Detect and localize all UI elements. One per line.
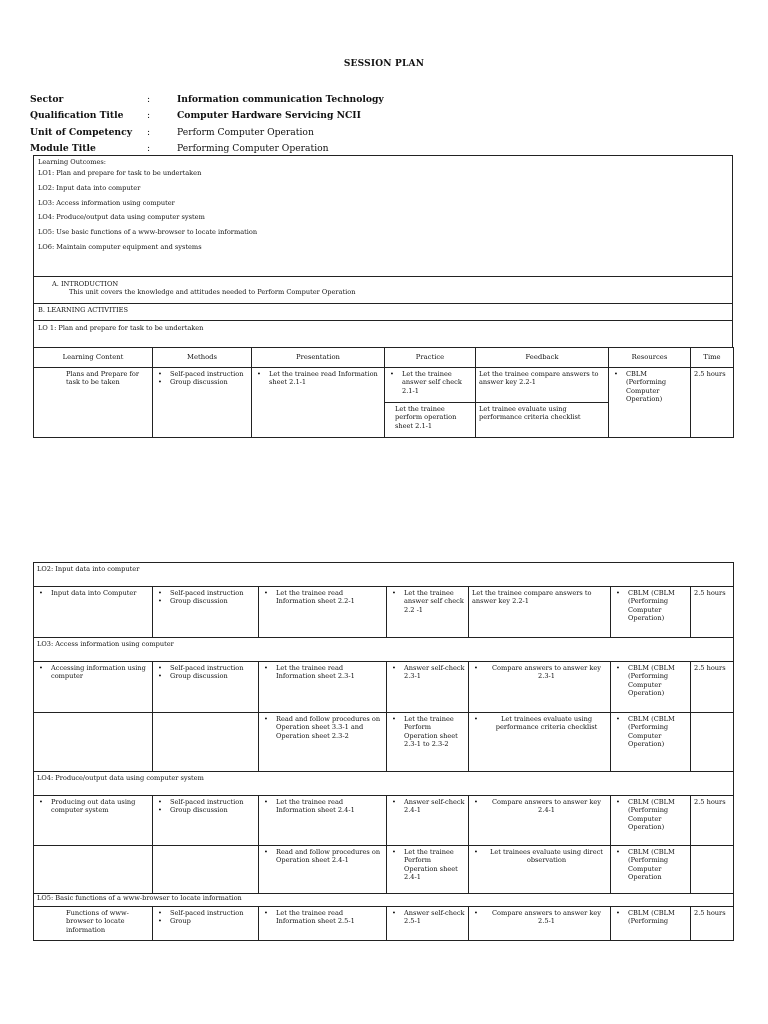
learning-content-cell <box>34 587 153 638</box>
method-item: • Self-paced instruction <box>156 909 255 917</box>
learning-outcomes-heading: Learning Outcomes: <box>38 158 107 166</box>
resource-item: • CBLM (CBLM (Performing <box>614 909 687 926</box>
feedback-cell <box>469 796 611 846</box>
practice-cell <box>387 662 469 713</box>
practice-cell <box>387 713 469 772</box>
meta-label: Module Title <box>30 143 96 155</box>
lo4-heading: LO4: Produce/output data using computer system <box>34 772 734 796</box>
presentation-item: • Let the trainee read Information sheet 2.4-1 <box>262 798 383 815</box>
feedback-cell <box>469 662 611 713</box>
methods-cell <box>153 662 259 713</box>
learning-outcome-item: LO6: Maintain computer equipment and systems <box>38 242 202 251</box>
content-item: • Producing out data using computer system <box>37 798 149 815</box>
page-title: SESSION PLAN <box>343 59 425 69</box>
presentation-cell <box>259 662 387 713</box>
feedback-item: • Let trainees evaluate using direct observation <box>472 848 607 865</box>
feedback-cell: Let the trainee compare answers to answer key 2.2-1 <box>476 368 609 403</box>
learning-outcome-item: LO4: Produce/output data using computer system <box>38 213 205 222</box>
presentation-item: • Read and follow procedures on Operation sheet 2.4-1 <box>262 848 383 865</box>
practice-item: • Answer self-check 2.4-1 <box>390 798 465 815</box>
methods-cell <box>153 907 259 941</box>
learning-outcomes-box <box>33 155 733 277</box>
meta-colon: : <box>147 143 151 155</box>
practice-item: • Answer self-check 2.5-1 <box>390 909 465 926</box>
time-cell: 2.5 hours <box>691 368 734 438</box>
learning-content-cell <box>34 796 153 846</box>
time-cell <box>691 713 734 772</box>
column-header: Resources <box>609 348 691 368</box>
resources-cell <box>611 907 691 941</box>
resources-cell <box>611 662 691 713</box>
time-cell: 2.5 hours <box>691 662 734 713</box>
resource-item: • CBLM (CBLM (Performing Computer Operation <box>614 848 687 881</box>
learning-content-cell: Plans and Prepare for task to be taken <box>34 368 153 438</box>
lo2-heading: LO2: Input data into computer <box>34 563 734 587</box>
method-item: • Group discussion <box>156 806 255 814</box>
feedback-cell <box>469 713 611 772</box>
time-cell <box>691 846 734 894</box>
feedback-item: • Compare answers to answer key 2.3-1 <box>472 664 607 681</box>
meta-label: Unit of Competency <box>30 126 133 138</box>
resource-item: • CBLM (Performing Computer Operation) <box>612 370 687 403</box>
method-item: • Group discussion <box>156 672 255 680</box>
meta-value: Computer Hardware Servicing NCII <box>177 110 361 122</box>
meta-value: Performing Computer Operation <box>177 143 329 155</box>
feedback-item: • Compare answers to answer key 2.4-1 <box>472 798 607 815</box>
practice-item: • Let the trainee answer self check 2.2 -1 <box>390 589 465 614</box>
presentation-cell <box>259 907 387 941</box>
presentation-cell <box>259 846 387 894</box>
methods-cell <box>153 846 259 894</box>
time-cell: 2.5 hours <box>691 587 734 638</box>
practice-cell <box>387 796 469 846</box>
column-header: Time <box>691 348 734 368</box>
resources-cell <box>611 713 691 772</box>
lo5-heading: LO5: Basic functions of a www-browser to locate information <box>34 894 734 907</box>
presentation-item: • Let the trainee read Information sheet 2.3-1 <box>262 664 383 681</box>
lo1-heading: LO 1: Plan and prepare for task to be undertaken <box>38 324 204 332</box>
feedback-cell: Let the trainee compare answers to answer key 2.2-1 <box>469 587 611 638</box>
feedback-cell <box>469 846 611 894</box>
method-item: • Self-paced instruction <box>156 370 248 378</box>
learning-content-cell: Functions of www-browser to locate information <box>34 907 153 941</box>
resource-item: • CBLM (CBLM (Performing Computer Operation) <box>614 664 687 697</box>
learning-outcome-item: LO2: Input data into computer <box>38 183 141 192</box>
lo3-heading: LO3: Access information using computer <box>34 638 734 662</box>
content-item: • Input data into Computer <box>37 589 149 597</box>
meta-value: Perform Computer Operation <box>177 126 314 138</box>
presentation-item: • Let the trainee read Information sheet 2.5-1 <box>262 909 383 926</box>
learning-activities-box <box>33 303 733 321</box>
meta-row-qualification <box>30 108 750 125</box>
meta-row-sector <box>30 91 750 108</box>
presentation-item: • Let the trainee read Information sheet 2.1-1 <box>255 370 381 387</box>
resources-cell <box>611 846 691 894</box>
introduction-text: This unit covers the knowledge and attitudes needed to Perform Computer Operation <box>69 288 356 297</box>
column-header: Presentation <box>252 348 385 368</box>
feedback-item: • Compare answers to answer key 2.5-1 <box>472 909 607 926</box>
resource-item: • CBLM (CBLM (Performing Computer Operation) <box>614 589 687 622</box>
resource-item: • CBLM (CBLM (Performing Computer Operation) <box>614 798 687 831</box>
practice-cell <box>387 846 469 894</box>
methods-cell <box>153 587 259 638</box>
lo2-lo5-activity-table <box>33 562 734 941</box>
methods-cell <box>153 368 252 438</box>
meta-label: Qualification Title <box>30 110 124 122</box>
resource-item: • CBLM (CBLM (Performing Computer Operation) <box>614 715 687 748</box>
plan-metadata <box>30 91 750 157</box>
practice-cell <box>385 368 476 403</box>
column-header: Learning Content <box>34 348 153 368</box>
learning-activities-heading: B. LEARNING ACTIVITIES <box>38 306 128 314</box>
learning-content-cell <box>34 846 153 894</box>
resources-cell <box>609 368 691 438</box>
presentation-cell <box>259 796 387 846</box>
time-cell: 2.5 hours <box>691 907 734 941</box>
presentation-cell <box>259 587 387 638</box>
resources-cell <box>611 796 691 846</box>
feedback-cell <box>469 907 611 941</box>
introduction-heading: A. INTRODUCTION <box>52 280 119 288</box>
meta-colon: : <box>147 93 151 105</box>
methods-cell <box>153 713 259 772</box>
feedback-item: • Let trainees evaluate using performance criteria checklist <box>472 715 607 732</box>
learning-outcome-item: LO3: Access information using computer <box>38 198 175 207</box>
content-item: • Accessing information using computer <box>37 664 149 681</box>
presentation-cell <box>259 713 387 772</box>
practice-item: • Let the trainee answer self check 2.1-1 <box>388 370 472 395</box>
learning-outcome-item: LO5: Use basic functions of a www-browser to locate information <box>38 228 258 237</box>
practice-item: • Let the trainee Perform Operation sheet 2.4-1 <box>390 848 465 881</box>
presentation-item: • Let the trainee read Information sheet 2.2-1 <box>262 589 383 606</box>
lo1-heading-box <box>33 320 733 348</box>
introduction-box <box>33 276 733 304</box>
lo1-activity-table <box>33 347 734 438</box>
resources-cell <box>611 587 691 638</box>
time-cell: 2.5 hours <box>691 796 734 846</box>
meta-label: Sector <box>30 93 64 105</box>
learning-outcome-item: LO1: Plan and prepare for task to be undertaken <box>38 169 202 177</box>
meta-value: Information communication Technology <box>177 93 384 105</box>
column-header: Methods <box>153 348 252 368</box>
practice-cell: Let the trainee perform operation sheet 2.1-1 <box>385 403 476 438</box>
learning-content-cell <box>34 662 153 713</box>
presentation-item: • Read and follow procedures on Operation sheet 3.3-1 and Operation sheet 2.3-2 <box>262 715 383 740</box>
meta-row-unit <box>30 124 750 141</box>
methods-cell <box>153 796 259 846</box>
practice-item: • Let the trainee Perform Operation sheet 2.3-1 to 2.3-2 <box>390 715 465 748</box>
feedback-cell: Let trainee evaluate using performance criteria checklist <box>476 403 609 438</box>
presentation-cell <box>252 368 385 438</box>
method-item: • Group discussion <box>156 378 248 386</box>
learning-content-cell <box>34 713 153 772</box>
method-item: • Group discussion <box>156 597 255 605</box>
practice-item: • Answer self-check 2.3-1 <box>390 664 465 681</box>
column-header: Practice <box>385 348 476 368</box>
method-item: • Self-paced instruction <box>156 664 255 672</box>
method-item: • Self-paced instruction <box>156 798 255 806</box>
method-item: • Group <box>156 917 255 925</box>
method-item: • Self-paced instruction <box>156 589 255 597</box>
practice-cell <box>387 587 469 638</box>
meta-colon: : <box>147 126 151 138</box>
meta-colon: : <box>147 110 151 122</box>
column-header: Feedback <box>476 348 609 368</box>
practice-cell <box>387 907 469 941</box>
